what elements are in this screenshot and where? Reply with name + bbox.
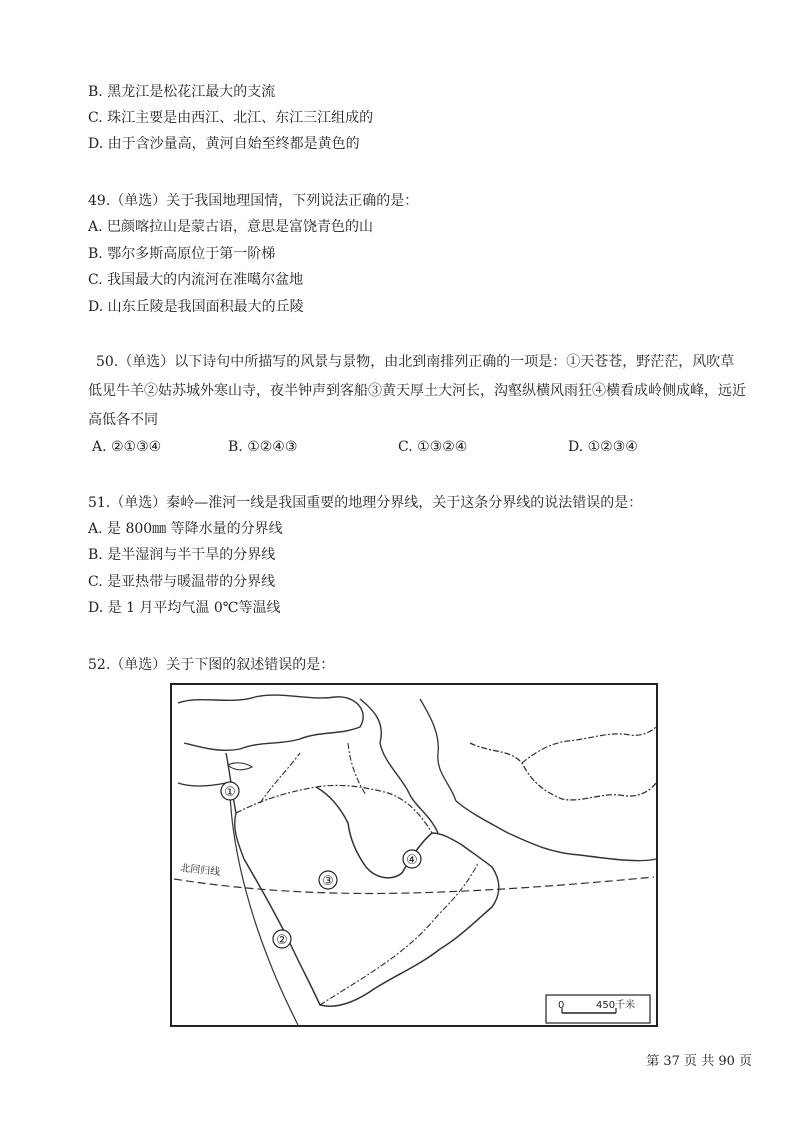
question-50-stem: 50.（单选）以下诗句中所描写的风景与景物，由北到南排列正确的一项是：①天苍苍，野茫茫，风吹草低见牛羊②姑苏城外寒山寺，夜半钟声到客船③黄天厚土大河长，沟壑纵横风雨狂④横看成岭侧成峰，远近高低各不同 (88, 354, 746, 428)
q50-option-c: C. ①③②④ (398, 439, 468, 455)
option-c: C. 珠江主要是由西江、北江、东江三江组成的 (88, 110, 374, 126)
q50-option-d: D. ①②③④ (568, 439, 638, 455)
q49-option-c: C. 我国最大的内流河在准噶尔盆地 (88, 272, 304, 288)
marker-1: ① (224, 785, 236, 800)
scale-zero: 0 (558, 1000, 565, 1011)
q51-option-c: C. 是亚热带与暖温带的分界线 (88, 574, 276, 590)
page-footer: 第 37 页 共 90 页 (646, 1054, 752, 1069)
question-49-stem: 49.（单选）关于我国地理国情，下列说法正确的是： (88, 193, 419, 209)
question-51-stem: 51.（单选）秦岭—淮河一线是我国重要的地理分界线，关于这条分界线的说法错误的是： (88, 495, 643, 511)
marker-2: ② (276, 933, 288, 948)
question-52-stem: 52.（单选）关于下图的叙述错误的是： (88, 657, 335, 673)
scale-text: 450千米 (596, 1000, 636, 1011)
marker-4: ④ (406, 853, 418, 868)
option-d: D. 由于含沙量高，黄河自始至终都是黄色的 (88, 136, 360, 152)
option-b: B. 黑龙江是松花江最大的支流 (88, 84, 276, 100)
q49-option-d: D. 山东丘陵是我国面积最大的丘陵 (88, 299, 304, 315)
q50-option-a: A. ②①③④ (92, 439, 162, 455)
tropic-label: 北回归线 (179, 863, 221, 879)
middle-east-map (170, 683, 658, 1027)
q51-option-a: A. 是 800㎜ 等降水量的分界线 (88, 521, 283, 537)
marker-3: ③ (322, 874, 334, 889)
q51-option-d: D. 是 1 月平均气温 0℃等温线 (88, 600, 281, 616)
q50-option-b: B. ①②④③ (228, 439, 298, 455)
q49-option-a: A. 巴颜喀拉山是蒙古语，意思是富饶青色的山 (88, 219, 374, 235)
q51-option-b: B. 是半湿润与半干旱的分界线 (88, 547, 276, 563)
q49-option-b: B. 鄂尔多斯高原位于第一阶梯 (88, 246, 276, 262)
